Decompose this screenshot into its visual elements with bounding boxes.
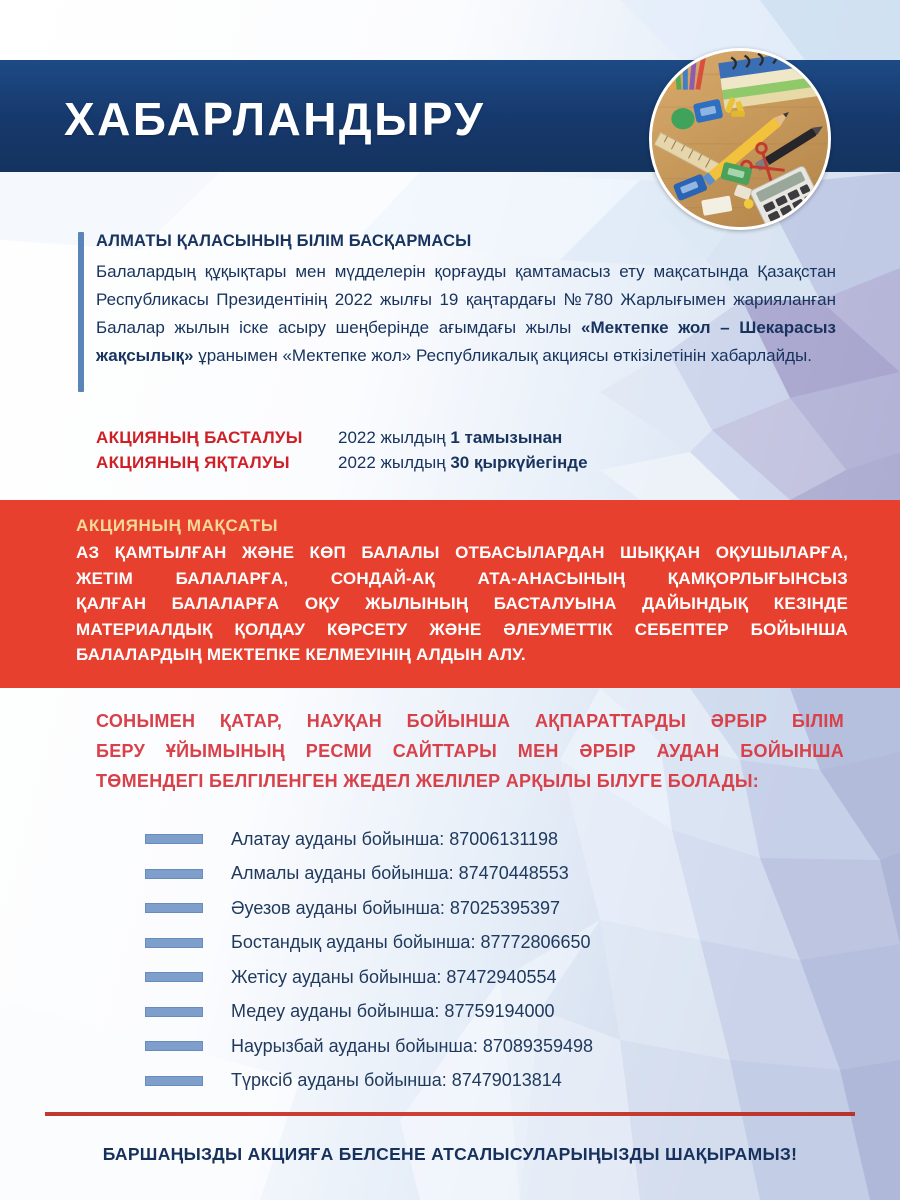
district-phone: Медеу ауданы бойынша: 87759194000 (231, 1001, 555, 1022)
hotline-intro-line: ТӨМЕНДЕГІ БЕЛГІЛЕНГЕН ЖЕДЕЛ ЖЕЛІЛЕР АРҚЫЛЫ БІЛУГЕ БОЛАДЫ: (96, 771, 760, 791)
goal-line: БАЛАЛАРДЫҢ МЕКТЕПКЕ КЕЛМЕУІНІҢ АЛДЫН АЛУ. (76, 645, 526, 664)
date-value-start-prefix: 2022 жылдың (338, 428, 451, 447)
school-supplies-photo (649, 48, 831, 230)
date-value-start (338, 428, 562, 448)
date-row-start (96, 428, 588, 453)
footer-call-to-action: БАРШАҢЫЗДЫ АКЦИЯҒА БЕЛСЕНЕ АТСАЛЫСУЛАРЫҢЫЗДЫ ШАҚЫРАМЫЗ! (102, 1144, 798, 1164)
district-phone: Алмалы ауданы бойынша: 87470448553 (231, 863, 569, 884)
intro-paragraph (96, 258, 836, 370)
date-value-end (338, 453, 588, 473)
school-supplies-illustration (652, 51, 828, 227)
goal-line: МАТЕРИАЛДЫҚ ҚОЛДАУ КӨРСЕТУ ЖӘНЕ ӘЛЕУМЕТТІК СЕБЕПТЕР БОЙЫНША (76, 619, 848, 639)
intro-slogan: «Мектепке жол – Шекарасыз жақсылық» (96, 318, 836, 365)
goal-line: ЖЕТІМ БАЛАЛАРҒА, СОНДАЙ-АҚ АТА-АНАСЫНЫҢ ҚАМҚОРЛЫҒЫНСЫЗ (76, 568, 848, 588)
date-value-end-bold: 30 қыркүйегінде (450, 453, 588, 472)
date-label-start: АКЦИЯНЫҢ БАСТАЛУЫ (96, 428, 303, 447)
page-title: ХАБАРЛАНДЫРУ (64, 93, 486, 145)
campaign-dates (96, 428, 588, 478)
intro-text-part2: ұранымен «Мектепке жол» Республикалық акциясы өткізілетінін хабарлайды. (193, 346, 812, 365)
district-phone: Жетісу ауданы бойынша: 87472940554 (231, 966, 557, 987)
date-value-start-bold: 1 тамызынан (450, 428, 563, 447)
heading-accent-bar (78, 232, 84, 392)
district-phone: Әуезов ауданы бойынша: 87025395397 (231, 897, 561, 918)
hotline-intro-line: БЕРУ ҰЙЫМЫНЫҢ РЕСМИ САЙТТАРЫ МЕН ӘРБІР АУДАН БОЙЫНША (96, 741, 844, 761)
goal-line: АЗ ҚАМТЫЛҒАН ЖӘНЕ КӨП БАЛАЛЫ ОТБАСЫЛАРДАН ШЫҚҚАН ОҚУШЫЛАРҒА, (76, 543, 848, 562)
district-phone: Алатау ауданы бойынша: 87006131198 (231, 828, 559, 849)
date-value-end-prefix: 2022 жылдың (338, 453, 451, 472)
organization-name: АЛМАТЫ ҚАЛАСЫНЫҢ БІЛІМ БАСҚАРМАСЫ (96, 232, 472, 250)
footer-divider (45, 1112, 855, 1116)
district-phone: Түрксіб ауданы бойынша: 87479013814 (231, 1070, 562, 1091)
goal-title: АКЦИЯНЫҢ МАҚСАТЫ (76, 516, 279, 535)
date-row-end (96, 453, 588, 478)
intro-text-part1: Балалардың құқықтары мен мүдделерін қорғауды қамтамасыз ету мақсатында Қазақстан Республикасы Президентінің 2022 жылғы 19 қаңтардағы №780 Жарлығымен жарияланған Балалар жылын іске асыру шеңберінде ағымдағы жылы (96, 262, 836, 337)
district-phone: Бостандық ауданы бойынша: 87772806650 (231, 932, 591, 953)
hotline-intro-line: СОНЫМЕН ҚАТАР, НАУҚАН БОЙЫНША АҚПАРАТТАРДЫ ӘРБІР БІЛІМ (96, 711, 844, 731)
district-phone: Наурызбай ауданы бойынша: 87089359498 (231, 1035, 593, 1056)
date-label-end: АКЦИЯНЫҢ ЯҚТАЛУЫ (96, 453, 290, 472)
goal-text (76, 540, 848, 668)
goal-line: ҚАЛҒАН БАЛАЛАРҒА ОҚУ ЖЫЛЫНЫҢ БАСТАЛУЫНА ДАЙЫНДЫҚ КЕЗІНДЕ (76, 594, 848, 613)
